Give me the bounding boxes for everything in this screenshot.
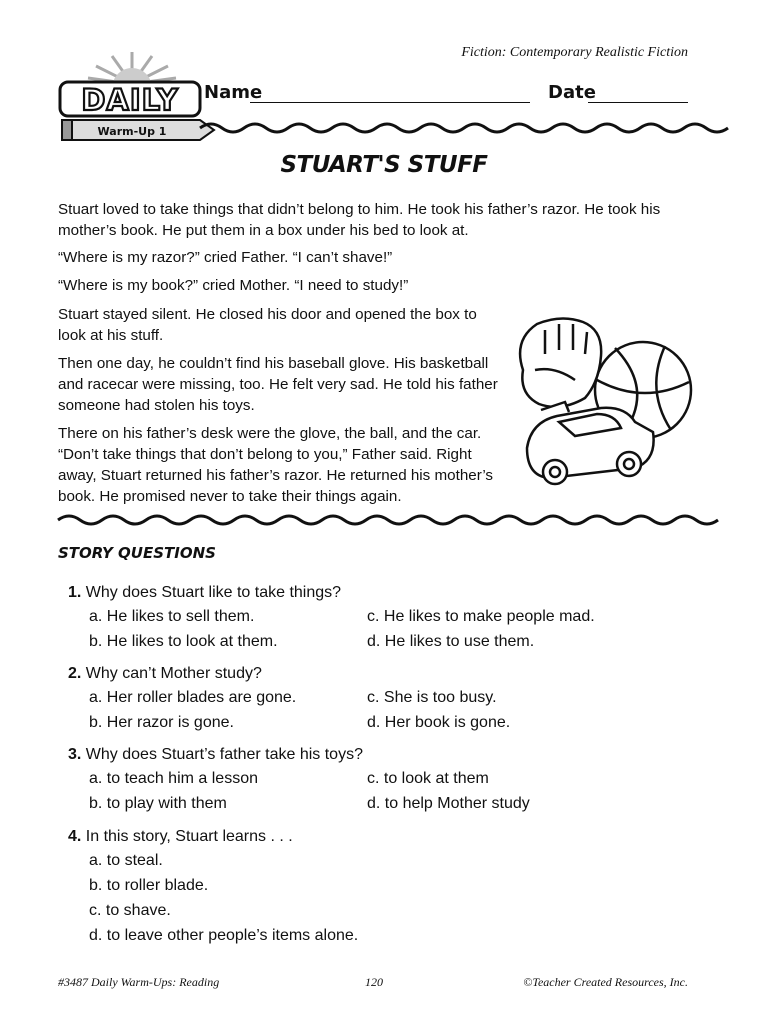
- footer-book-id: #3487 Daily Warm-Ups: Reading: [58, 975, 220, 989]
- answer-option[interactable]: a. to steal.: [89, 852, 163, 869]
- name-label: Name: [204, 82, 263, 103]
- question-text: In this story, Stuart learns . . .: [85, 828, 293, 845]
- answer-option[interactable]: c. to shave.: [89, 902, 171, 919]
- answer-option[interactable]: a. to teach him a lesson: [89, 770, 258, 787]
- story-paragraph: Then one day, he couldn’t find his baseball glove. His basketball and racecar were missing, too. He felt very sad. He told his father someone had stolen his toys.: [58, 355, 498, 414]
- baseball-glove-icon: [520, 318, 601, 406]
- answer-option[interactable]: b. to roller blade.: [89, 877, 209, 894]
- answer-option[interactable]: c. She is too busy.: [367, 689, 497, 706]
- footer-copyright: ©Teacher Created Resources, Inc.: [523, 975, 688, 989]
- question-number: 4.: [68, 828, 82, 845]
- answer-option[interactable]: a. He likes to sell them.: [89, 608, 255, 625]
- genre-label: Fiction: Contemporary Realistic Fiction: [461, 45, 688, 60]
- story-title: STUART'S STUFF: [280, 152, 488, 178]
- story-questions-heading: STORY QUESTIONS: [58, 544, 216, 562]
- question-number: 3.: [68, 746, 82, 763]
- header-wave-divider: [0, 118, 768, 138]
- name-field[interactable]: [250, 102, 530, 103]
- story-paragraph: Stuart stayed silent. He closed his door and opened the box to look at his stuff.: [58, 306, 477, 344]
- answer-option[interactable]: d. He likes to use them.: [367, 633, 535, 650]
- answer-option[interactable]: c. to look at them: [367, 770, 489, 787]
- answer-option[interactable]: b. Her razor is gone.: [89, 714, 234, 731]
- answer-option[interactable]: d. Her book is gone.: [367, 714, 511, 731]
- answer-option[interactable]: b. He likes to look at them.: [89, 633, 278, 650]
- date-label: Date: [548, 82, 596, 103]
- answer-option[interactable]: d. to help Mother study: [367, 795, 530, 812]
- answer-option[interactable]: d. to leave other people’s items alone.: [89, 927, 359, 944]
- svg-text:Warm-Up 1: Warm-Up 1: [97, 125, 167, 138]
- question-4: [68, 824, 293, 849]
- answer-option[interactable]: b. to play with them: [89, 795, 227, 812]
- question-text: Why can’t Mother study?: [85, 665, 262, 682]
- question-number: 2.: [68, 665, 82, 682]
- story-paragraph: “Where is my book?” cried Mother. “I need to study!”: [58, 277, 409, 294]
- story-paragraph: Stuart loved to take things that didn’t belong to him. He took his father’s razor. He took his mother’s book. He put them in a box under his bed to look at.: [58, 201, 661, 239]
- answer-option[interactable]: c. He likes to make people mad.: [367, 608, 595, 625]
- question-3: [68, 742, 363, 767]
- toys-illustration: [505, 310, 700, 495]
- story-wave-divider: [0, 510, 768, 530]
- svg-text:DAILY: DAILY: [81, 83, 179, 117]
- date-field[interactable]: [588, 102, 688, 103]
- story-paragraph: “Where is my razor?” cried Father. “I can’t shave!”: [58, 249, 393, 266]
- question-number: 1.: [68, 584, 82, 601]
- footer-page-number: 120: [365, 975, 383, 989]
- story-paragraph: There on his father’s desk were the glove, the ball, and the car. “Don’t take things that don’t belong to you,” Father said. Right away, Stuart returned his father’s razor. He returned his mother’s book. He promised never to take their things again.: [58, 425, 494, 505]
- question-text: Why does Stuart’s father take his toys?: [85, 746, 363, 763]
- question-2: [68, 661, 262, 686]
- question-1: [68, 580, 341, 605]
- answer-option[interactable]: a. Her roller blades are gone.: [89, 689, 297, 706]
- question-text: Why does Stuart like to take things?: [85, 584, 342, 601]
